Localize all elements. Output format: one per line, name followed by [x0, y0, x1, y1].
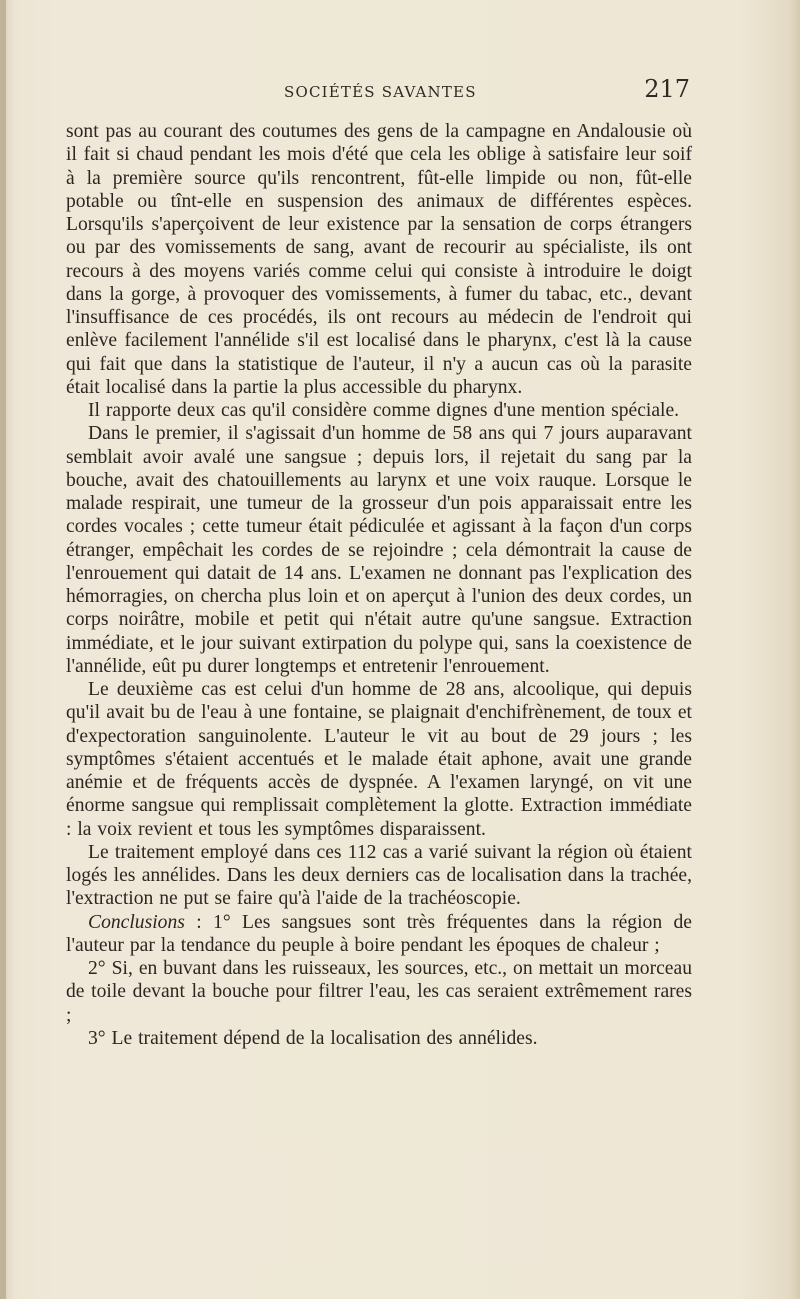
- conclusion-1: : 1° Les sangsues sont très fréquentes dans la région de l'auteur par la tendance du peuple à boire pendant les époques de chaleur ;: [66, 911, 692, 956]
- page-header: [66, 75, 690, 105]
- page-edge-shadow: [0, 0, 6, 1299]
- body-text: [66, 120, 692, 1050]
- running-head: SOCIÉTÉS SAVANTES: [284, 83, 477, 101]
- page-number: 217: [644, 75, 690, 103]
- conclusions-label: Conclusions: [88, 911, 185, 933]
- paragraph-5: Le traitement employé dans ces 112 cas a varié suivant la région où étaient logés les annélides. Dans les deux derniers cas de localisation dans la trachée, l'extraction ne put se faire qu'à l'aide de la trachéoscopie.: [66, 841, 692, 910]
- paragraph-7: 2° Si, en buvant dans les ruisseaux, les sources, etc., on mettait un morceau de toile devant la bouche pour filtrer l'eau, les cas seraient extrêmement rares ;: [66, 958, 692, 1026]
- paragraph-6: [66, 911, 692, 958]
- paragraph-3: Dans le premier, il s'agissait d'un homme de 58 ans qui 7 jours auparavant semblait avoir avalé une sangsue ; depuis lors, il rejetait du sang par la bouche, avait des chatouillements au larynx et une voix rauque. Lorsque le malade respirait, une tumeur de la grosseur d'un pois apparaissait entre les cordes vocales ; cette tumeur était pédiculée et agissant à la façon d'un corps étranger, empêchait les cordes de se rejoindre ; cela démontrait la cause de l'enrouement qui datait de 14 ans. L'examen ne donnant pas l'explication des hémorragies, on chercha plus loin et on aperçut à l'union des deux cordes, un corps noirâtre, mobile et petit qui n'était autre qu'une sangsue. Extraction immédiate, et le jour suivant extirpation du polype qui, sans la coexistence de l'annélide, eût pu durer longtemps et entretenir l'enrouement.: [66, 423, 692, 677]
- paragraph-1: sont pas au courant des coutumes des gens de la campagne en Andalousie où il fait si chaud pendant les mois d'été que cela les oblige à satisfaire leur soif à la première source qu'ils rencontrent, fût-elle limpide ou non, fût-elle potable ou tînt-elle en suspension des animaux de différentes espèces. Lorsqu'ils s'aperçoivent de leur existence par la sensation de corps étrangers ou par des vomissements de sang, avant de recourir au spécialiste, ils ont recours à des moyens variés comme celui qui consiste à introduire le doigt dans la gorge, à provoquer des vomissements, à fumer du tabac, etc., devant l'insuffisance de ces procédés, ils ont recours au médecin de l'endroit qui enlève facilement l'annélide s'il est localisé dans le pharynx, c'est là la cause qui fait que dans la statistique de l'auteur, il n'y a aucun cas où la parasite était localisé dans la partie la plus accessible du pharynx.: [66, 121, 692, 398]
- paragraph-2: Il rapporte deux cas qu'il considère comme dignes d'une mention spéciale.: [88, 400, 680, 421]
- paragraph-4: Le deuxième cas est celui d'un homme de 28 ans, alcoolique, qui depuis qu'il avait bu de l'eau à une fontaine, se plaignait d'enchifrènement, de toux et d'expectoration sanguinolente. L'auteur le vit au bout de 29 jours ; les symptômes s'étaient accentués et le malade était aphone, avait une grande anémie et de fréquents accès de dyspnée. A l'examen laryngé, on vit une énorme sangsue qui remplissait complètement la glotte. Extraction immédiate : la voix revient et tous les symptômes disparaissent.: [66, 679, 692, 840]
- paragraph-8: 3° Le traitement dépend de la localisation des annélides.: [88, 1027, 538, 1049]
